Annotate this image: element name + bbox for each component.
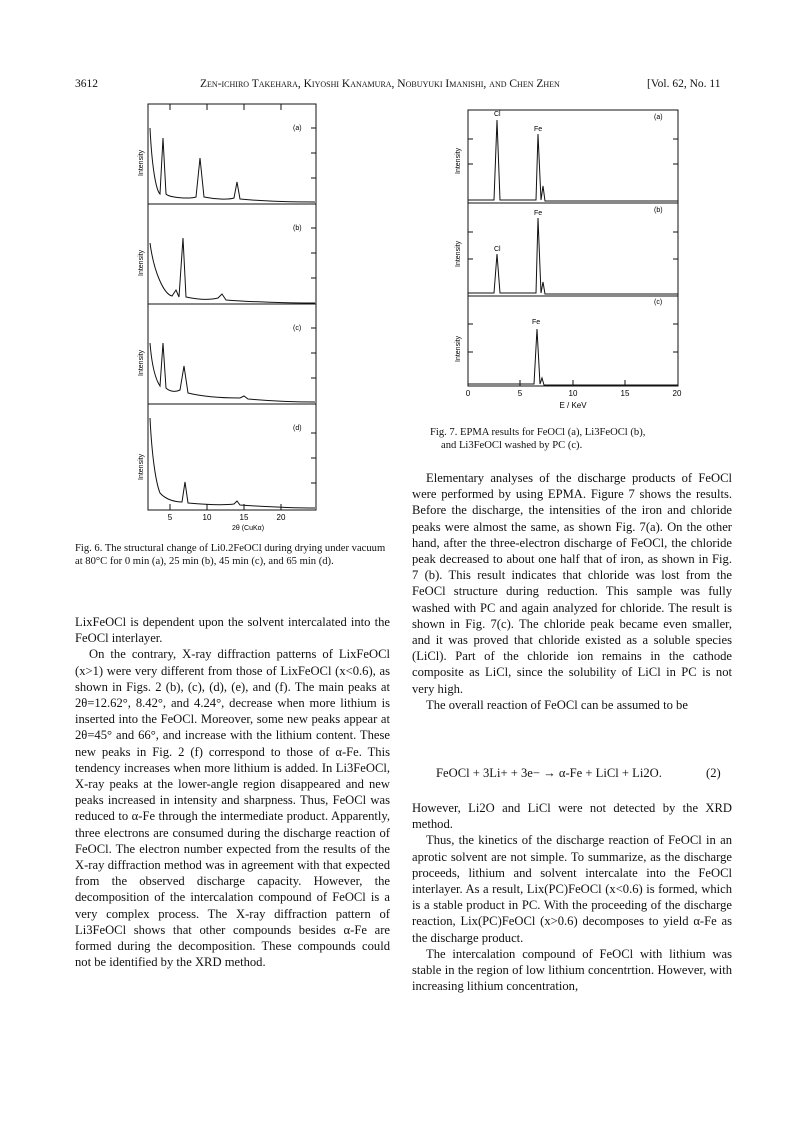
panel-label-7c: (c) — [654, 299, 663, 306]
panel-label-d: (d) — [293, 425, 302, 432]
paragraph: However, Li2O and LiCl were not detected by the XRD method. — [412, 801, 732, 832]
figure-7-epma-plot — [448, 104, 688, 414]
peak-label-fe-b: Fe — [534, 210, 543, 217]
xtick-10: 10 — [202, 513, 212, 522]
figure-7-caption: Fig. 7. EPMA results for FeOCl (a), Li3FeOCl (b), and Li3FeOCl washed by PC (c). — [430, 427, 646, 452]
xtick-15: 15 — [620, 389, 630, 398]
xtick-20: 20 — [276, 513, 286, 522]
paragraph: Thus, the kinetics of the discharge reaction of FeOCl in an aprotic solvent are not simple. To summarize, as the discharge proceeds, lithium and solvent intercalate into the FeOCl interlayer. As a result, Lix(PC)FeOCl (x<0.6) is formed, which is a stable product in PC. With the proceeding of the discharge reaction, Lix(PC)FeOCl (x>0.6) decomposes to yield α-Fe as the discharge product. — [412, 833, 732, 945]
peak-label-cl-a: Cl — [494, 111, 501, 118]
ylabel-b: Intensity — [138, 249, 145, 276]
page-number: 3612 — [75, 78, 98, 90]
ylabel-7c: Intensity — [455, 335, 462, 362]
volume-info: [Vol. 62, No. 11 — [647, 78, 721, 90]
paragraph: The intercalation compound of FeOCl with lithium was stable in the region of low lithium concentrtion. However, with increasing lithium concentration, — [412, 946, 732, 994]
paragraph: Elementary analyses of the discharge products of FeOCl were performed by using EPMA. Figure 7 shows the results. Before the discharge, the intensities of the iron and chloride peaks were almost the same, as shown Fig. 7(a). On the other hand, after the three-electron discharge of FeOCl, the chloride peak decreased to about one half that of iron, as shown in Fig. 7 (b). This result indicates that chloride was lost from the FeOCl structure during reduction. This sample was fully washed with PC and again analyzed for chloride. The result is shown in Fig. 7(c). The chloride peak became even smaller, and it was proved that chloride existed as a soluble species (LiCl). Part of the chloride ion remains in the cathode composite as LiCl, since the solubility of LiCl in PC is not very high. — [412, 471, 732, 696]
epma-trace-b — [468, 218, 678, 294]
panel-label-7a: (a) — [654, 114, 663, 121]
right-column-text-top — [412, 470, 732, 713]
xrd-trace-b — [150, 238, 315, 303]
equation-number: (2) — [706, 766, 721, 780]
panel-label-c: (c) — [293, 325, 302, 332]
paragraph: The overall reaction of FeOCl can be assumed to be — [426, 697, 688, 712]
paragraph: On the contrary, X-ray diffraction patterns of LixFeOCl (x>1) were very different from those of LixFeOCl (x<0.6), as shown in Figs. 2 (b), (c), (d), (e), and (f). The main peaks at 2θ=12.62°, 8.42°, and 4.24°, decrease when more lithium is inserted into the FeOCl. Moreover, some new peaks appear at 2θ=45° and 66°, and increase with the lithium content. These new peaks in Fig. 2 (f) correspond to those of α-Fe. This tendency increases when more lithium is added. In Li3FeOCl, X-ray peaks at the lower-angle region disappeared and new peaks increased in intensity and sharpness. Thus, FeOCl was reduced to α-Fe through the intermediate product. Apparently, three electrons are consumed during the discharge reaction of FeOCl. The electron number expected from the results of the X-ray diffraction method was in agreement with that expected from the observed discharge capacity. However, the decomposition of the intercalation compound of FeOCl is a very complex process. The X-ray diffraction pattern of Li3FeOCl shows that other compounds besides α-Fe are formed during the decomposition. These compounds could not be identified by the XRD method. — [75, 647, 390, 970]
ylabel-7a: Intensity — [455, 147, 462, 174]
figure-6-xlabel: 2θ (CuKα) — [231, 525, 265, 532]
xtick-20: 20 — [672, 389, 682, 398]
figure-6-caption: Fig. 6. The structural change of Li0.2FeOCl during drying under vacuum at 80°C for 0 min (a), 25 min (b), 45 min (c), and 65 min (d). — [75, 543, 386, 568]
left-column-text — [75, 614, 390, 970]
panel-label-b: (b) — [293, 225, 302, 232]
xrd-trace-a — [150, 128, 315, 202]
peak-label-fe-a: Fe — [534, 126, 543, 133]
xtick-5: 5 — [517, 389, 523, 398]
xrd-trace-d — [150, 418, 315, 508]
xtick-15: 15 — [239, 513, 249, 522]
panel-label-7b: (b) — [654, 207, 663, 214]
paragraph: LixFeOCl is dependent upon the solvent intercalated into the FeOCl interlayer. — [75, 615, 390, 646]
ylabel-7b: Intensity — [455, 240, 462, 267]
figure-7-xlabel: E / KeV — [559, 401, 587, 410]
xtick-0: 0 — [465, 389, 471, 398]
peak-label-cl-b: Cl — [494, 246, 501, 253]
panel-label-a: (a) — [293, 125, 302, 132]
xrd-trace-c — [150, 343, 315, 402]
xtick-10: 10 — [568, 389, 578, 398]
equation-2: FeOCl + 3Li+ + 3e− → α-Fe + LiCl + Li2O. — [436, 766, 662, 780]
running-authors: Zen-ichiro Takehara, Kiyoshi Kanamura, Nobuyuki Imanishi, and Chen Zhen — [200, 78, 560, 90]
ylabel-a: Intensity — [138, 149, 145, 176]
epma-trace-a — [468, 120, 678, 201]
peak-label-fe-c: Fe — [532, 319, 541, 326]
ylabel-c: Intensity — [138, 349, 145, 376]
epma-trace-c — [468, 329, 678, 385]
figure-6-xrd-plot — [130, 98, 330, 538]
ylabel-d: Intensity — [138, 453, 145, 480]
right-column-text-bottom — [412, 800, 732, 994]
xtick-5: 5 — [167, 513, 173, 522]
